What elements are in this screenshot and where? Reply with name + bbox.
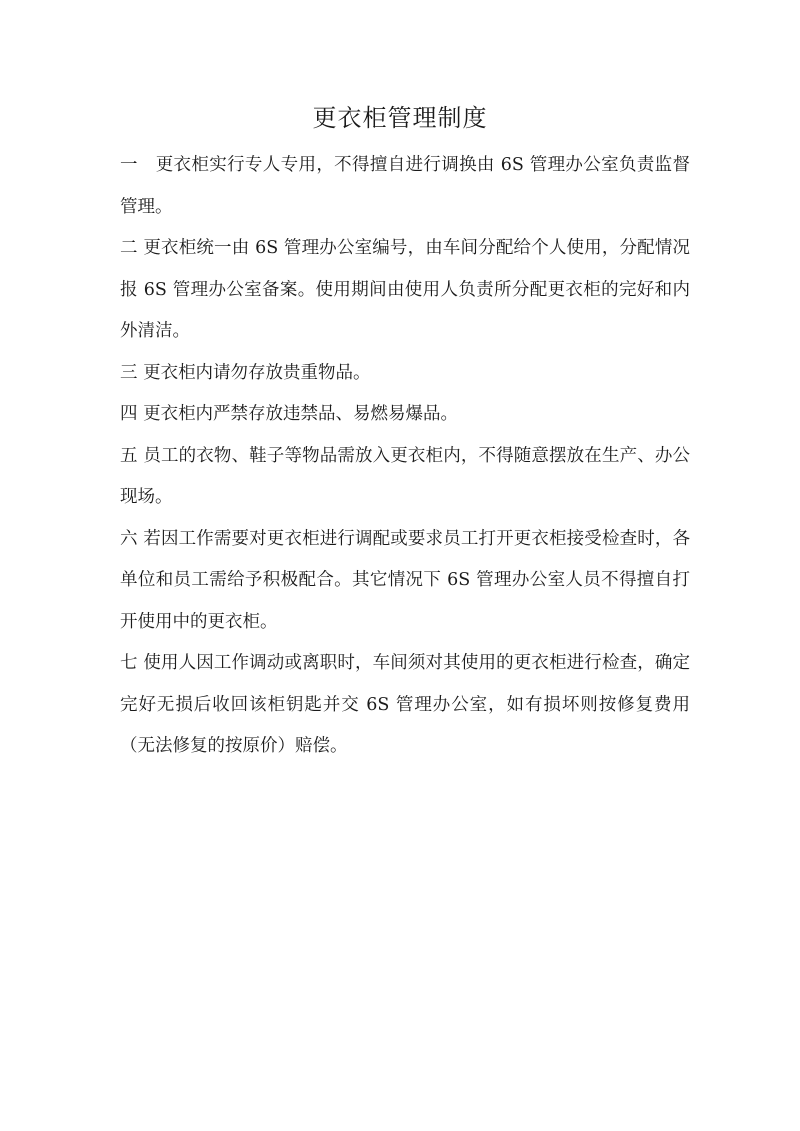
clause-7: 七 使用人因工作调动或离职时，车间须对其使用的更衣柜进行检查，确定完好无损后收回该柜钥匙并交 6S 管理办公室，如有损坏则按修复费用（无法修复的按原价）赔偿。 — [120, 653, 690, 756]
document-title: 更衣柜管理制度 — [312, 104, 488, 132]
clause-2: 二 更衣柜统一由 6S 管理办公室编号，由车间分配给个人使用，分配情况报 6S 管理办公室备案。使用期间由使用人负责所分配更衣柜的完好和内外清洁。 — [120, 238, 690, 341]
clause-5: 五 员工的衣物、鞋子等物品需放入更衣柜内，不得随意摆放在生产、办公现场。 — [120, 445, 690, 507]
clause-3: 三 更衣柜内请勿存放贵重物品。 — [120, 362, 371, 383]
document-body — [120, 145, 690, 768]
clause-1: 一 更衣柜实行专人专用，不得擅自进行调换由 6S 管理办公室负责监督管理。 — [120, 155, 690, 217]
clause-4: 四 更衣柜内严禁存放违禁品、易燃易爆品。 — [120, 404, 459, 424]
clause-6: 六 若因工作需要对更衣柜进行调配或要求员工打开更衣柜接受检查时，各单位和员工需给予积极配合。其它情况下 6S 管理办公室人员不得擅自打开使用中的更衣柜。 — [120, 528, 690, 632]
